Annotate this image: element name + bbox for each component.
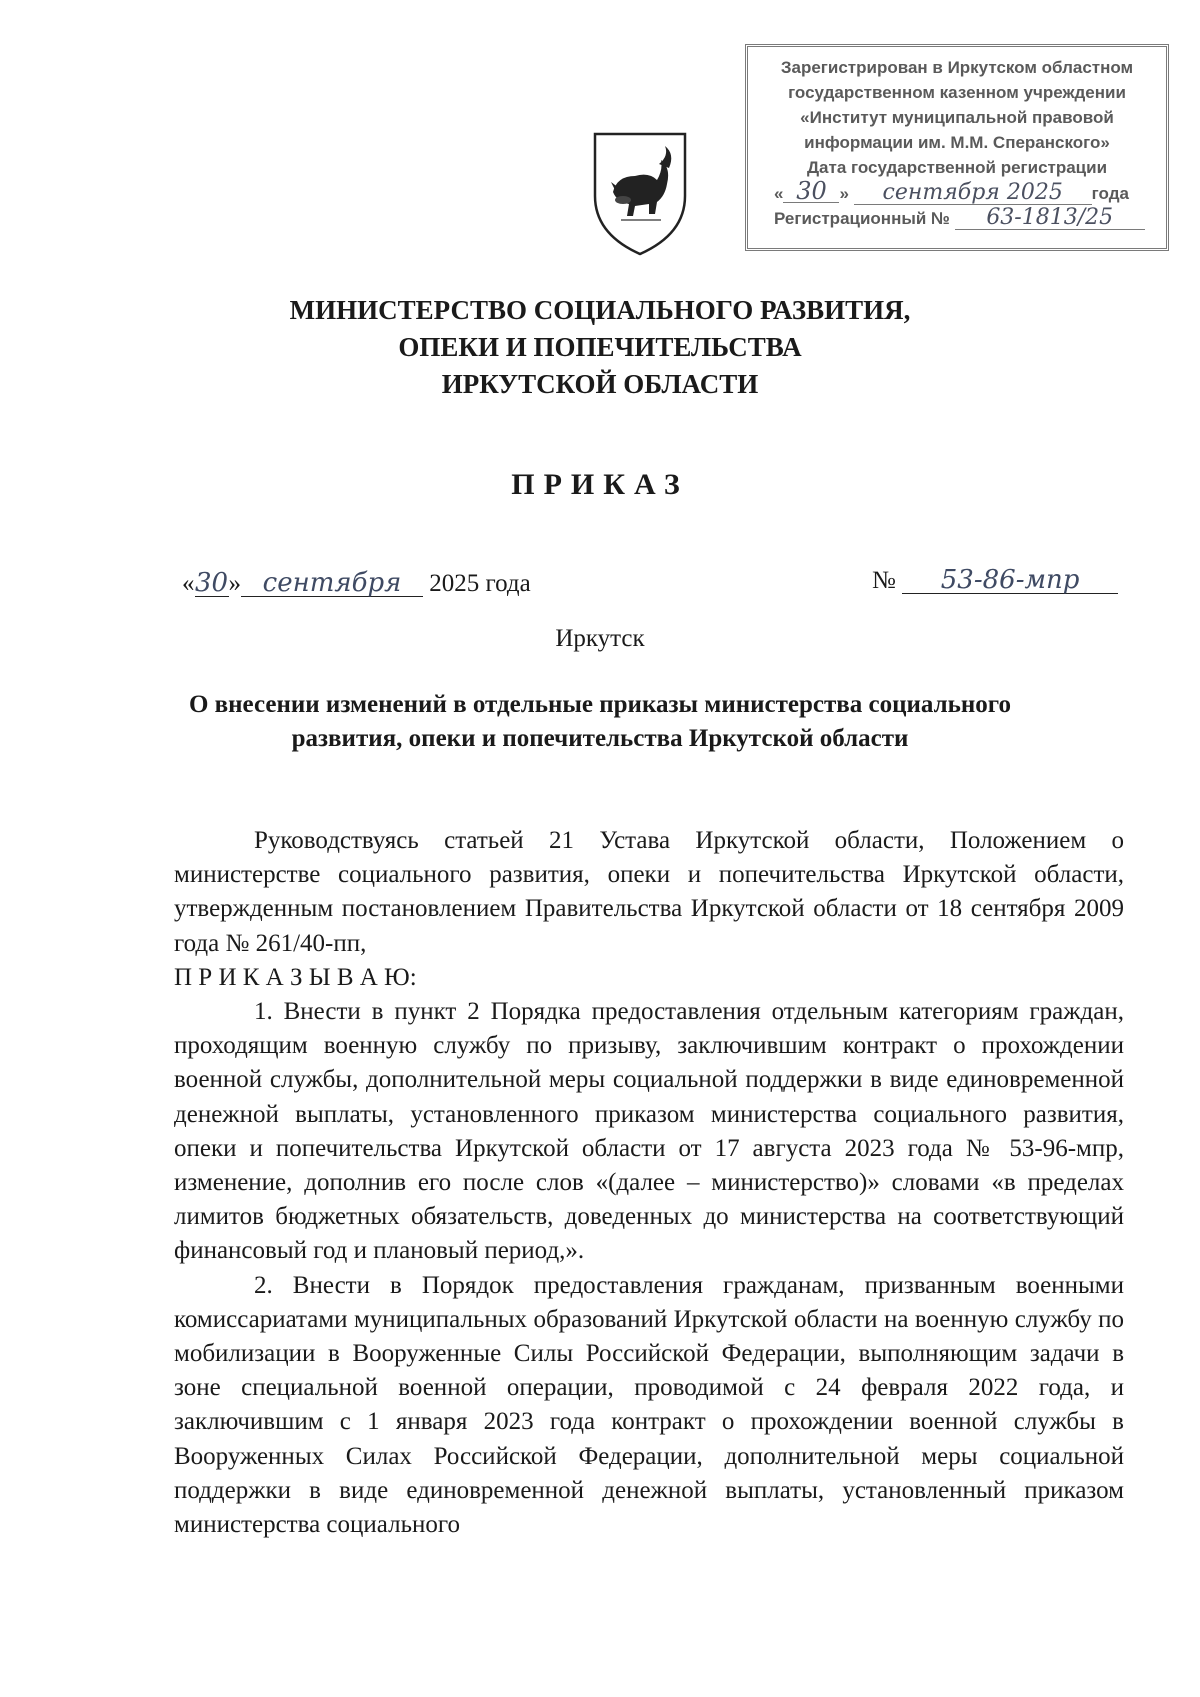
- subject-line: О внесении изменений в отдельные приказы министерства социального: [188, 691, 1012, 718]
- order-number-value: 53-86-мпр: [902, 567, 1118, 594]
- stamp-line: Дата государственной регистрации: [806, 158, 1108, 177]
- stamp-date-day: 30: [783, 180, 839, 203]
- ministry-line: ИРКУТСКОЙ ОБЛАСТИ: [441, 369, 759, 399]
- registration-stamp: [745, 44, 1169, 251]
- irkutsk-coat-of-arms-icon: [591, 130, 689, 258]
- intro-paragraph: Руководствуясь статьей 21 Устава Иркутской области, Положением о министерстве социального развития, опеки и попечительства Иркутской области, утвержденным постановлением Правительства Иркутской области от 18 сентября 2009 года № 261/40-пп,: [174, 827, 1124, 957]
- order-word: П Р И К А З Ы В А Ю:: [174, 963, 417, 991]
- order-item-2: 2. Внести в Порядок предоставления гражданам, призванным военными комиссариатами муниципальных образований Иркутской области на военную службу по мобилизации в Вооруженные Силы Российской Федерации, выполняющим задачи в зоне специальной военной операции, проводимой с 24 февраля 2022 года, и заключившим с 1 января 2023 года контракт о прохождении военной службы в Вооруженных Силах Российской Федерации, дополнительной меры социальной поддержки в виде единовременной денежной выплаты, установленный приказом министерства социального: [174, 1271, 1124, 1539]
- stamp-registration-number: Регистрационный № 63-1813/25: [760, 206, 1154, 231]
- ministry-heading: [0, 292, 1200, 403]
- stamp-line: «Институт муниципальной правовой: [800, 108, 1114, 127]
- order-subject: [0, 688, 1200, 756]
- order-item-1: 1. Внести в пункт 2 Порядка предоставления отдельным категориям граждан, проходящим военную службу по призыву, заключившим контракт о прохождении военной службы, дополнительной меры социальной поддержки в виде единовременной денежной выплаты, установленного приказом министерства социального развития, опеки и попечительства Иркутской области от 17 августа 2023 года № 53-96-мпр, изменение, дополнив его после слов «(далее – министерство)» словами «в пределах лимитов бюджетных обязательств, доведенных до министерства на соответствующий финансовый год и плановый период,».: [174, 998, 1124, 1265]
- ministry-line: МИНИСТЕРСТВО СОЦИАЛЬНОГО РАЗВИТИЯ,: [289, 295, 911, 325]
- order-date-year: 2025 года: [429, 570, 531, 597]
- city-label: Иркутск: [555, 625, 645, 652]
- order-number: № 53-86-мпр: [872, 567, 1118, 595]
- ministry-line: ОПЕКИ И ПОПЕЧИТЕЛЬСТВА: [398, 332, 802, 362]
- stamp-line: государственном казенном учреждении: [788, 83, 1126, 102]
- stamp-date-month-year: сентября 2025: [854, 182, 1092, 205]
- stamp-reg-number-value: 63-1813/25: [955, 207, 1145, 230]
- stamp-registration-date: « 30 » сентября 2025 года: [774, 177, 1129, 205]
- order-date: «30» сентября 2025 года: [182, 568, 531, 598]
- stamp-line: информации им. М.М. Сперанского»: [804, 133, 1110, 152]
- document-type-title: ПРИКАЗ: [511, 468, 689, 501]
- stamp-line: Зарегистрирован в Иркутском областном: [780, 58, 1134, 77]
- order-date-month: сентября: [241, 570, 423, 597]
- order-date-day: 30: [194, 568, 229, 598]
- order-body: [174, 824, 1124, 1542]
- subject-line: развития, опеки и попечительства Иркутской области: [291, 725, 909, 752]
